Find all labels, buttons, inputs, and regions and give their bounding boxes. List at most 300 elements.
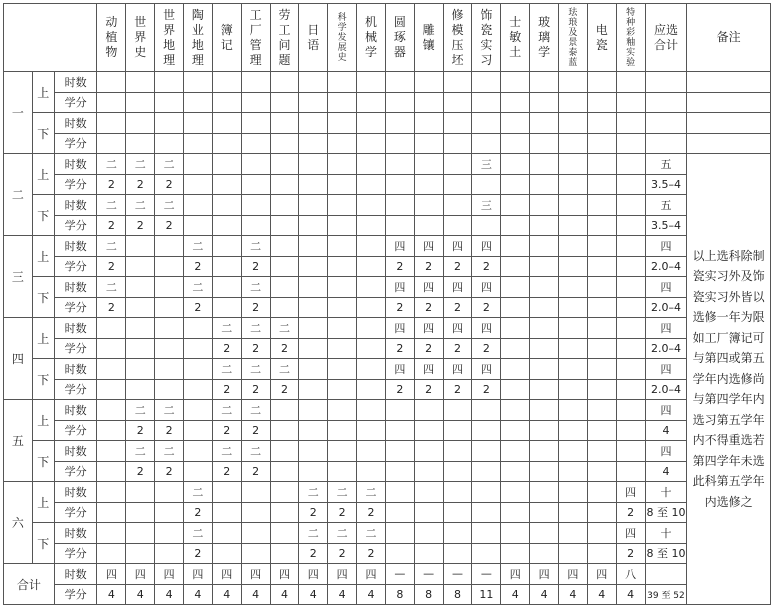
total-cell [645,133,687,154]
table-cell [328,441,357,462]
table-cell [530,338,559,359]
table-cell [241,523,270,544]
table-cell: 2 [155,461,184,482]
table-cell [587,256,616,277]
grand-total-cell: 四 [270,564,299,585]
table-cell: 2 [385,379,414,400]
table-cell [155,72,184,93]
table-cell [414,502,443,523]
table-cell: 二 [184,236,213,257]
table-cell [414,92,443,113]
table-cell [587,154,616,175]
table-cell [501,72,530,93]
grand-total-cell: 4 [184,584,213,605]
table-cell [414,133,443,154]
table-cell [270,92,299,113]
subject-header [616,4,645,72]
table-cell [299,338,328,359]
table-cell: 二 [97,277,126,298]
total-cell: 四 [645,400,687,421]
table-cell [212,277,241,298]
subject-header [559,4,588,72]
grand-total-cell: 4 [126,584,155,605]
table-cell [501,523,530,544]
grand-total-cell: 八 [616,564,645,585]
table-cell [270,195,299,216]
table-cell [443,215,472,236]
subject-header-label: 修模压坯 [451,7,464,67]
table-cell [616,277,645,298]
table-cell [212,215,241,236]
table-cell [97,359,126,380]
table-cell [414,174,443,195]
table-cell: 2 [472,256,501,277]
table-cell [530,482,559,503]
table-cell: 2 [241,420,270,441]
table-cell: 2 [328,502,357,523]
table-cell [472,92,501,113]
row-type-label: 学分 [54,338,97,359]
table-cell [559,92,588,113]
table-cell [559,420,588,441]
table-cell [587,502,616,523]
table-cell [587,277,616,298]
subject-header-label: 特种彩釉实验 [626,7,636,68]
table-cell [299,195,328,216]
semester-label: 上 [32,236,54,277]
table-cell [559,318,588,339]
year-label: 一 [4,72,33,154]
row-type-label: 时数 [54,523,97,544]
grand-total-row [4,584,771,605]
table-cell [443,154,472,175]
table-cell [501,297,530,318]
corner-cell [4,4,97,72]
table-cell [587,359,616,380]
subject-header [587,4,616,72]
table-cell [385,154,414,175]
subject-header [155,4,184,72]
table-cell [443,502,472,523]
table-cell [559,215,588,236]
grand-total-cell: — [385,564,414,585]
table-cell [501,133,530,154]
table-cell [559,256,588,277]
table-cell [241,133,270,154]
table-cell [126,502,155,523]
semester-label: 下 [32,523,54,564]
table-cell: 2 [443,297,472,318]
table-cell [155,133,184,154]
table-row [4,420,771,441]
table-cell: 2 [443,256,472,277]
table-cell [616,359,645,380]
table-cell [299,92,328,113]
table-cell [559,441,588,462]
table-row [4,154,771,175]
semester-label: 上 [32,482,54,523]
grand-total-cell: 四 [241,564,270,585]
table-cell: 二 [155,154,184,175]
table-cell: 2 [126,174,155,195]
table-cell [616,461,645,482]
table-cell [241,482,270,503]
table-cell: 2 [270,338,299,359]
table-cell [328,359,357,380]
table-row [4,461,771,482]
table-cell: 四 [414,236,443,257]
table-cell [472,400,501,421]
table-cell [241,92,270,113]
year-label: 二 [4,154,33,236]
row-type-label: 学分 [54,379,97,400]
table-cell: 2 [97,215,126,236]
table-cell [559,277,588,298]
grand-total-cell: 四 [501,564,530,585]
remarks-cell: 以上选科除制瓷实习外及饰瓷实习外皆以选修一年为限如工厂簿记可与第四或第五学年内选修尚与第四学年内选习第五学年内不得重选若第四学年未选此科第五学年内选修之 [687,154,771,605]
table-cell [587,92,616,113]
table-row [4,277,771,298]
table-cell: 2 [443,379,472,400]
table-cell [126,92,155,113]
table-cell [270,154,299,175]
table-cell: 2 [184,256,213,277]
table-cell [328,174,357,195]
table-cell [357,420,386,441]
table-cell: 2 [126,420,155,441]
total-cell: 8 至 10 [645,543,687,564]
table-cell [270,215,299,236]
table-cell [616,297,645,318]
subject-header [501,4,530,72]
table-cell [126,318,155,339]
table-cell [299,113,328,134]
table-cell: 二 [357,482,386,503]
table-cell [472,174,501,195]
table-cell [357,297,386,318]
table-cell: 二 [155,400,184,421]
table-cell [501,174,530,195]
table-cell [126,133,155,154]
table-cell [587,318,616,339]
table-cell [241,174,270,195]
subject-header-label: 世界地理 [163,7,176,67]
grand-total-cell: 四 [155,564,184,585]
table-cell [126,482,155,503]
table-cell [472,461,501,482]
header-row [4,4,771,72]
table-cell [501,379,530,400]
grand-total-cell: 4 [501,584,530,605]
table-row [4,338,771,359]
table-cell [443,400,472,421]
table-cell [270,441,299,462]
table-cell [501,318,530,339]
row-type-label: 时数 [54,400,97,421]
table-cell: 2 [299,502,328,523]
grand-total-cell: 4 [357,584,386,605]
table-cell [212,113,241,134]
table-cell [587,174,616,195]
table-cell [587,338,616,359]
total-cell: 四 [645,236,687,257]
table-cell: 四 [414,359,443,380]
table-cell [530,215,559,236]
table-cell: 二 [328,482,357,503]
table-cell: 2 [472,338,501,359]
table-cell [587,441,616,462]
table-cell: 2 [126,215,155,236]
table-cell [155,236,184,257]
grand-total-cell: — [443,564,472,585]
table-cell: 2 [357,543,386,564]
grand-total-cell: 四 [126,564,155,585]
table-cell [155,338,184,359]
total-cell [645,113,687,134]
table-cell [299,256,328,277]
table-cell [155,502,184,523]
table-cell [126,256,155,277]
table-cell [559,195,588,216]
table-cell [270,482,299,503]
table-cell: 二 [97,236,126,257]
table-cell: 四 [472,318,501,339]
table-cell: 2 [270,379,299,400]
table-cell [357,400,386,421]
subject-header [299,4,328,72]
total-cell [645,92,687,113]
table-cell [328,297,357,318]
subject-header-label: 饰瓷实习 [480,7,493,67]
table-cell: 2 [616,502,645,523]
table-cell: 2 [414,338,443,359]
table-row [4,215,771,236]
table-cell [385,523,414,544]
table-cell [472,502,501,523]
table-cell [299,461,328,482]
table-cell: 2 [414,379,443,400]
table-cell [530,256,559,277]
table-cell: 2 [155,174,184,195]
table-cell [241,543,270,564]
subject-header-label: 日语 [307,22,320,52]
table-cell [530,174,559,195]
table-cell: 2 [97,256,126,277]
table-cell [385,502,414,523]
table-cell [559,461,588,482]
table-cell [559,72,588,93]
grand-total-cell: 4 [559,584,588,605]
table-cell [414,420,443,441]
table-cell: 2 [212,420,241,441]
year-label: 四 [4,318,33,400]
table-cell [472,441,501,462]
table-cell [443,195,472,216]
table-cell [530,441,559,462]
table-cell: 2 [97,297,126,318]
table-cell [530,195,559,216]
table-cell [155,523,184,544]
table-cell [270,113,299,134]
table-cell [501,215,530,236]
table-cell [559,502,588,523]
table-cell: 二 [97,195,126,216]
subject-header-label: 电瓷 [595,22,608,52]
table-cell [587,113,616,134]
table-cell [414,154,443,175]
table-cell [414,195,443,216]
table-cell [501,277,530,298]
table-cell [385,420,414,441]
year-label: 六 [4,482,33,564]
table-row [4,482,771,503]
table-cell [299,236,328,257]
table-cell [501,441,530,462]
remarks-blank [687,72,771,93]
table-cell [241,154,270,175]
table-cell [616,379,645,400]
table-cell [587,523,616,544]
grand-total-cell: 4 [530,584,559,605]
subject-header-label: 簿记 [220,22,233,52]
table-cell: 2 [155,420,184,441]
total-cell: 2.0–4 [645,256,687,277]
table-cell [184,133,213,154]
subject-header [414,4,443,72]
subject-header-label: 玻璃学 [538,15,551,59]
table-cell [616,92,645,113]
table-cell: 三 [472,154,501,175]
table-cell [587,400,616,421]
row-type-label: 学分 [54,174,97,195]
table-cell [443,482,472,503]
table-cell: 2 [241,256,270,277]
grand-total-cell: 11 [472,584,501,605]
table-cell [212,482,241,503]
table-row [4,543,771,564]
row-type-label: 学分 [54,297,97,318]
table-cell [299,174,328,195]
grand-total-cell: 8 [385,584,414,605]
table-cell [97,543,126,564]
table-cell: 2 [616,543,645,564]
table-cell [184,72,213,93]
table-cell [97,482,126,503]
table-cell: 二 [241,236,270,257]
grand-total-label: 合计 [4,564,55,605]
table-cell: 2 [184,543,213,564]
table-cell: 二 [184,277,213,298]
table-cell [270,236,299,257]
grand-total-cell: 四 [587,564,616,585]
table-cell [328,420,357,441]
grand-total-cell: 4 [270,584,299,605]
table-cell [212,133,241,154]
table-cell [97,72,126,93]
row-type-label: 时数 [54,113,97,134]
table-cell [357,92,386,113]
table-cell [212,256,241,277]
table-cell [212,523,241,544]
table-cell [385,482,414,503]
table-cell [184,420,213,441]
table-cell [270,277,299,298]
table-cell [328,113,357,134]
table-cell [97,338,126,359]
table-cell: 二 [212,359,241,380]
table-cell: 2 [385,338,414,359]
table-row [4,297,771,318]
table-cell [443,441,472,462]
table-cell [212,195,241,216]
row-type-label: 学分 [54,502,97,523]
grand-total-cell: 4 [241,584,270,605]
table-cell: 2 [328,543,357,564]
grand-total-cell: 4 [587,584,616,605]
table-cell [97,113,126,134]
table-cell [328,400,357,421]
subject-header-label: 劳工问题 [278,7,291,67]
table-cell [299,318,328,339]
table-cell [530,297,559,318]
table-cell [184,441,213,462]
table-cell [472,113,501,134]
table-cell [184,174,213,195]
table-cell [587,482,616,503]
grand-total-cell: 四 [97,564,126,585]
table-cell [270,543,299,564]
table-cell [270,502,299,523]
table-cell [443,420,472,441]
table-cell: 四 [385,277,414,298]
table-cell [530,72,559,93]
table-cell [299,215,328,236]
subject-header [357,4,386,72]
total-cell: 四 [645,359,687,380]
table-cell [126,338,155,359]
table-cell [241,195,270,216]
total-cell: 四 [645,318,687,339]
table-cell: 2 [241,461,270,482]
table-cell [587,379,616,400]
row-type-label: 时数 [54,154,97,175]
table-cell [328,92,357,113]
grand-total-cell: 4 [328,584,357,605]
row-type-label: 学分 [54,256,97,277]
row-type-label: 时数 [54,72,97,93]
subject-header-label: 机械学 [364,15,377,59]
table-cell [299,133,328,154]
table-cell [126,297,155,318]
table-cell [212,543,241,564]
subject-header-label: 动植物 [105,15,118,59]
remarks-blank [687,92,771,113]
table-row [4,359,771,380]
total-cell: 4 [645,461,687,482]
table-cell [530,523,559,544]
table-cell: 四 [443,359,472,380]
table-cell: 四 [616,482,645,503]
table-cell [357,359,386,380]
table-cell [530,400,559,421]
table-cell [328,195,357,216]
table-cell: 四 [472,236,501,257]
table-cell: 四 [443,277,472,298]
table-cell [97,523,126,544]
table-cell [270,133,299,154]
row-type-label: 学分 [54,92,97,113]
table-row [4,92,771,113]
